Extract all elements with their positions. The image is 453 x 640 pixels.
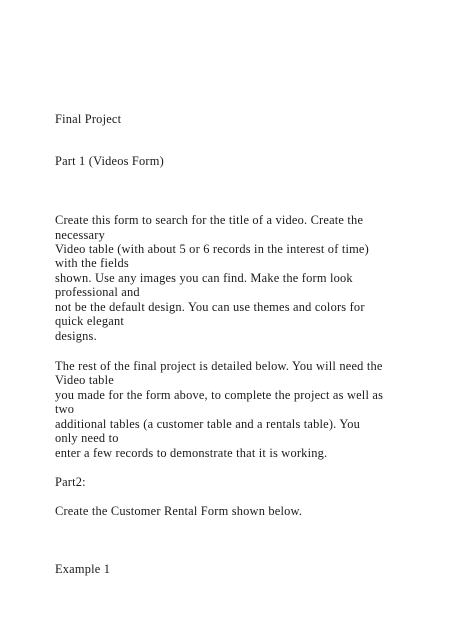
part2-instruction: Create the Customer Rental Form shown below. <box>55 504 303 518</box>
paragraph-2-line: enter a few records to demonstrate that it is working. <box>55 446 328 460</box>
part2-heading: Part2: <box>55 475 86 489</box>
paragraph-1-line: shown. Use any images you can find. Make the form look <box>55 271 353 285</box>
paragraph-1-line: Create this form to search for the title of a video. Create the <box>55 213 364 227</box>
paragraph-1-line: professional and <box>55 285 140 299</box>
paragraph-2-line: two <box>55 402 75 416</box>
example-label: Example 1 <box>55 562 111 576</box>
document-title: Final Project <box>55 112 122 126</box>
paragraph-2-line: Video table <box>55 373 114 387</box>
paragraph-1-line: with the fields <box>55 256 129 270</box>
paragraph-1-line: not be the default design. You can use themes and colors for <box>55 300 365 314</box>
paragraph-2-line: you made for the form above, to complete the project as well as <box>55 388 384 402</box>
paragraph-1-line: necessary <box>55 228 105 242</box>
paragraph-1-line: Video table (with about 5 or 6 records in the interest of time) <box>55 242 369 256</box>
paragraph-2-line: additional tables (a customer table and a rentals table). You <box>55 417 361 431</box>
paragraph-2-line: The rest of the final project is detailed below. You will need the <box>55 359 383 373</box>
paragraph-2-line: only need to <box>55 431 119 445</box>
paragraph-1-line: designs. <box>55 329 97 343</box>
part1-heading: Part 1 (Videos Form) <box>55 154 164 168</box>
paragraph-1-line: quick elegant <box>55 314 124 328</box>
